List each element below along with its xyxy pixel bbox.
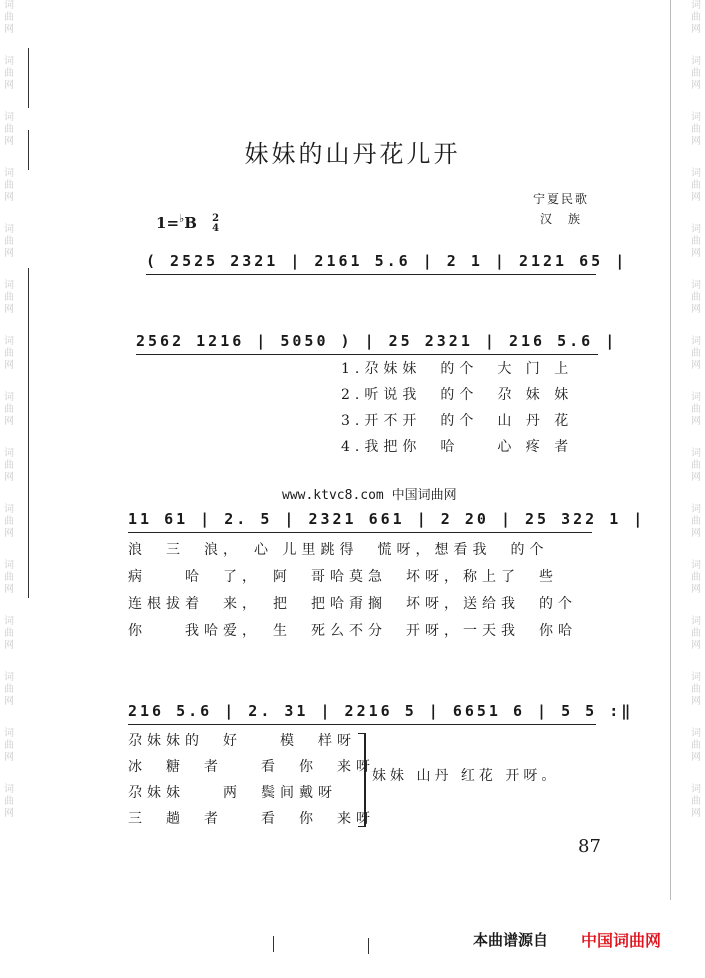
scan-mark (368, 938, 369, 954)
mid-verse-4: 你 我哈爱， 生 死么不分 开呀，一天我 你哈 (128, 623, 577, 639)
side-watermark-char: 曲 (691, 292, 701, 303)
side-watermark-char: 网 (4, 360, 14, 371)
side-watermark-char: 网 (691, 136, 701, 147)
side-watermark-char: 网 (4, 752, 14, 763)
side-watermark-char: 网 (4, 80, 14, 91)
side-watermark-char: 网 (4, 528, 14, 539)
song-ethnicity: 汉 族 (540, 212, 583, 226)
side-watermark-group (4, 56, 14, 92)
side-watermark-char: 曲 (691, 572, 701, 583)
side-watermark-char: 网 (4, 696, 14, 707)
key-equals: = (166, 214, 180, 232)
side-watermark-char: 网 (4, 472, 14, 483)
side-watermark-group (691, 280, 701, 316)
key-signature (156, 212, 219, 234)
mid-verse-1: 浪 三 浪， 心 儿里跳得 慌呀，想看我 的个 (128, 542, 549, 558)
song-origin: 宁夏民歌 (533, 192, 590, 206)
side-watermark-char: 曲 (691, 684, 701, 695)
side-watermark-char: 曲 (691, 12, 701, 23)
footer-source-label: 本曲谱源自 (473, 931, 549, 949)
side-watermark-char: 网 (4, 584, 14, 595)
side-watermark-char: 曲 (691, 348, 701, 359)
side-watermark-char: 网 (691, 416, 701, 427)
side-watermark-char: 词 (4, 392, 14, 403)
side-watermark-char: 词 (4, 56, 14, 67)
footer-site-link[interactable]: 中国词曲网 (581, 931, 662, 950)
side-watermark-char: 词 (4, 448, 14, 459)
notation-row-2: 2562 1216 | 5050 ) | 25 2321 | 216 5.6 | (136, 332, 598, 355)
side-watermark-char: 词 (691, 616, 701, 627)
side-watermark-char: 曲 (4, 12, 14, 23)
side-watermark-char: 词 (691, 672, 701, 683)
side-watermark-char: 曲 (691, 628, 701, 639)
side-watermark-group (691, 728, 701, 764)
refrain-line: 妹妹 山丹 红花 开呀。 (372, 768, 560, 784)
side-watermark-char: 曲 (691, 516, 701, 527)
side-watermark-char: 网 (691, 472, 701, 483)
side-watermark-group (691, 224, 701, 260)
side-watermark-group (691, 168, 701, 204)
side-watermark-char: 词 (4, 0, 14, 11)
side-watermark-char: 网 (691, 752, 701, 763)
side-watermark-group (4, 728, 14, 764)
site-watermark: www.ktvc8.com 中国词曲网 (282, 488, 457, 503)
side-watermark-char: 词 (4, 560, 14, 571)
side-watermark-char: 词 (691, 504, 701, 515)
end-verse-3: 尕妹妹 两 鬓间戴呀 (128, 785, 337, 801)
side-watermark-char: 网 (691, 304, 701, 315)
side-watermark-char: 曲 (691, 404, 701, 415)
side-watermark-char: 词 (691, 560, 701, 571)
side-watermark-group (691, 56, 701, 92)
side-watermark-group (691, 784, 701, 820)
side-watermark-group (4, 0, 14, 36)
side-watermark-group (4, 504, 14, 540)
side-watermark-char: 曲 (4, 124, 14, 135)
side-watermark-char: 网 (691, 640, 701, 651)
side-watermark-char: 词 (4, 112, 14, 123)
side-watermark-char: 曲 (4, 460, 14, 471)
side-watermark-group (4, 448, 14, 484)
mid-verse-2: 病 哈 了， 阿 哥哈莫急 坏呀，称上了 些 (128, 569, 558, 585)
side-watermark-group (691, 560, 701, 596)
side-watermark-char: 曲 (691, 236, 701, 247)
page-number: 87 (578, 836, 601, 857)
side-watermark-char: 曲 (4, 180, 14, 191)
side-watermark-group (691, 0, 701, 36)
side-watermark-group (4, 672, 14, 708)
notation-row-3: 11 61 | 2. 5 | 2321 661 | 2 20 | 25 322 1 | (128, 510, 592, 533)
time-signature-denominator: 4 (212, 223, 220, 234)
side-watermark-char: 网 (4, 304, 14, 315)
side-watermark-char: 词 (4, 784, 14, 795)
side-watermark-group (4, 280, 14, 316)
side-watermark-char: 曲 (4, 236, 14, 247)
side-watermark-group (691, 448, 701, 484)
side-watermark-char: 网 (4, 808, 14, 819)
scan-mark (273, 936, 274, 952)
side-watermark-char: 曲 (691, 740, 701, 751)
side-watermark-char: 网 (4, 24, 14, 35)
side-watermark-group (691, 672, 701, 708)
side-watermark-char: 词 (4, 280, 14, 291)
side-watermark-char: 词 (691, 392, 701, 403)
side-watermark-char: 词 (691, 448, 701, 459)
side-watermark-char: 曲 (4, 684, 14, 695)
side-watermark-char: 词 (691, 784, 701, 795)
side-watermark-char: 词 (4, 336, 14, 347)
lyric-brace (358, 733, 366, 827)
side-watermark-char: 词 (4, 672, 14, 683)
side-watermark-group (691, 336, 701, 372)
key-degree: 1 (156, 214, 167, 232)
notation-row-1: ( 2525 2321 | 2161 5.6 | 2 1 | 2121 65 | (146, 252, 596, 275)
side-watermark-char: 词 (691, 56, 701, 67)
end-verse-1: 尕妹妹的 好 模 样呀 (128, 733, 356, 749)
time-signature (212, 214, 219, 234)
side-watermark-char: 网 (4, 640, 14, 651)
notation-row-4: 216 5.6 | 2. 31 | 2216 5 | 6651 6 | 5 5 :‖ (128, 702, 596, 725)
side-watermark-char: 网 (691, 248, 701, 259)
side-watermark-group (691, 392, 701, 428)
side-watermark-char: 词 (691, 224, 701, 235)
scan-edge-line (28, 48, 29, 108)
side-watermark-group (691, 616, 701, 652)
side-watermark-char: 网 (691, 584, 701, 595)
side-watermark-char: 曲 (691, 124, 701, 135)
side-watermark-char: 网 (4, 192, 14, 203)
intro-verse-3: 3.开不开 的个 山 丹 花 (341, 413, 574, 429)
scan-edge-line (28, 268, 29, 598)
time-signature-numerator: 2 (212, 213, 220, 224)
side-watermark-char: 词 (691, 0, 701, 11)
side-watermark-char: 曲 (4, 740, 14, 751)
side-watermark-group (4, 616, 14, 652)
intro-verse-2: 2.听说我 的个 尕 妹 妹 (341, 387, 574, 403)
side-watermark-group (691, 504, 701, 540)
end-verse-4: 三 趟 者 看 你 来呀 (128, 811, 375, 827)
mid-verse-3: 连根拔着 来， 把 把哈甭搁 坏呀，送给我 的个 (128, 596, 577, 612)
side-watermark-char: 词 (4, 616, 14, 627)
side-watermark-group (4, 784, 14, 820)
side-watermark-char: 词 (691, 168, 701, 179)
side-watermark-char: 词 (691, 280, 701, 291)
end-verse-2: 冰 糖 者 看 你 来呀 (128, 759, 375, 775)
side-watermark-group (4, 560, 14, 596)
side-watermark-char: 词 (4, 504, 14, 515)
side-watermark-char: 词 (4, 728, 14, 739)
side-watermark-char: 曲 (4, 628, 14, 639)
side-watermark-char: 网 (691, 80, 701, 91)
intro-verse-1: 1.尕妹妹 的个 大 门 上 (341, 361, 574, 377)
side-watermark-char: 词 (691, 336, 701, 347)
side-watermark-char: 词 (4, 168, 14, 179)
side-watermark-char: 曲 (4, 796, 14, 807)
side-watermark-char: 曲 (691, 68, 701, 79)
intro-verse-4: 4.我把你 哈 心 疼 者 (341, 439, 574, 455)
side-watermark-char: 网 (4, 416, 14, 427)
song-title: 妹妹的山丹花儿开 (244, 140, 461, 168)
side-watermark-char: 曲 (4, 404, 14, 415)
key-note: B (184, 214, 197, 232)
side-watermark-char: 词 (691, 112, 701, 123)
side-watermark-char: 网 (691, 808, 701, 819)
side-watermark-char: 网 (691, 360, 701, 371)
side-watermark-char: 曲 (4, 516, 14, 527)
side-watermark-char: 网 (691, 24, 701, 35)
side-watermark-char: 曲 (4, 572, 14, 583)
side-watermark-char: 曲 (691, 460, 701, 471)
side-watermark-char: 网 (691, 696, 701, 707)
side-watermark-char: 曲 (691, 180, 701, 191)
side-watermark-char: 词 (691, 728, 701, 739)
side-watermark-char: 曲 (691, 796, 701, 807)
side-watermark-char: 网 (4, 136, 14, 147)
side-watermark-group (4, 392, 14, 428)
side-watermark-group (4, 168, 14, 204)
side-watermark-char: 曲 (4, 348, 14, 359)
side-watermark-char: 曲 (4, 68, 14, 79)
side-watermark-char: 网 (691, 528, 701, 539)
side-watermark-group (4, 336, 14, 372)
side-watermark-char: 词 (4, 224, 14, 235)
side-watermark-char: 网 (691, 192, 701, 203)
side-watermark-char: 网 (4, 248, 14, 259)
side-watermark-group (4, 224, 14, 260)
flat-sign: ♭ (179, 212, 185, 225)
side-watermark-char: 曲 (4, 292, 14, 303)
